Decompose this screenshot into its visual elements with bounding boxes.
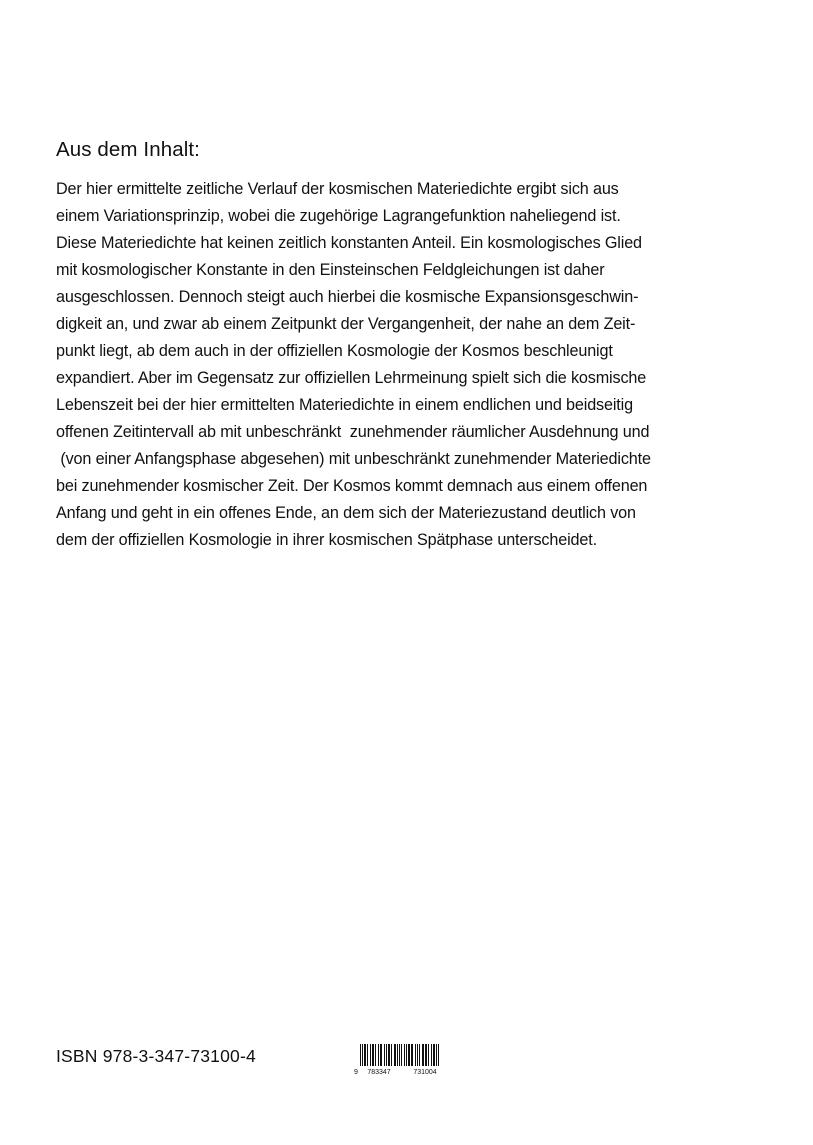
text-line: expandiert. Aber im Gegensatz zur offiziellen Lehrmeinung spielt sich die kosmische	[56, 369, 647, 387]
text-line: Anfang und geht in ein offenes Ende, an dem sich der Materiezustand deutlich von	[56, 504, 636, 522]
barcode-left-digits: 783347	[367, 1069, 391, 1076]
barcode-prefix-digit: 9	[354, 1069, 358, 1076]
barcode-bar	[422, 1044, 424, 1066]
barcode-bar	[386, 1044, 387, 1066]
barcode-bar	[433, 1044, 435, 1066]
barcode-bar	[428, 1044, 429, 1066]
barcode-bar	[436, 1044, 437, 1066]
barcode-bar	[362, 1044, 363, 1066]
text-line: Lebenszeit bei der hier ermittelten Materiedichte in einem endlichen und beidseitig	[56, 396, 633, 414]
barcode-bar	[431, 1044, 432, 1066]
isbn-label: ISBN 978-3-347-73100-4	[56, 1046, 256, 1066]
section-heading: Aus dem Inhalt:	[56, 138, 200, 161]
back-cover-text	[56, 176, 756, 554]
barcode-bar	[411, 1044, 413, 1066]
barcode-bar	[394, 1044, 396, 1066]
text-line: digkeit an, und zwar ab einem Zeitpunkt der Vergangenheit, der nahe an dem Zeit-	[56, 315, 636, 333]
text-line: einem Variationsprinzip, wobei die zugehörige Lagrangefunktion naheliegend ist.	[56, 207, 621, 225]
barcode-bar	[401, 1044, 402, 1066]
text-line: bei zunehmender kosmischer Zeit. Der Kosmos kommt demnach aus einem offenen	[56, 477, 648, 495]
barcode-bar	[378, 1044, 379, 1066]
barcode-bar	[367, 1044, 368, 1066]
barcode-bar	[438, 1044, 439, 1066]
text-line: ausgeschlossen. Dennoch steigt auch hierbei die kosmische Expansionsgeschwin-	[56, 288, 639, 306]
barcode-bar	[372, 1044, 374, 1066]
barcode-right-digits: 731004	[413, 1069, 437, 1076]
barcode-bars	[360, 1044, 439, 1066]
barcode-bar	[399, 1044, 400, 1066]
barcode-bar	[415, 1044, 416, 1066]
text-line: Diese Materiedichte hat keinen zeitlich konstanten Anteil. Ein kosmologisches Glied	[56, 234, 642, 252]
text-line: mit kosmologischer Konstante in den Einsteinschen Feldgleichungen ist daher	[56, 261, 605, 279]
barcode-bar	[397, 1044, 398, 1066]
barcode-bar	[408, 1044, 410, 1066]
text-line: offenen Zeitintervall ab mit unbeschränkt zunehmender räumlicher Ausdehnung und	[56, 423, 650, 441]
barcode-bar	[380, 1044, 382, 1066]
isbn-barcode	[352, 1044, 458, 1076]
barcode-bar	[375, 1044, 376, 1066]
barcode-bar	[384, 1044, 385, 1066]
barcode-bar	[370, 1044, 371, 1066]
barcode-bar	[388, 1044, 390, 1066]
text-line: punkt liegt, ab dem auch in der offiziellen Kosmologie der Kosmos beschleunigt	[56, 342, 613, 360]
barcode-bar	[404, 1044, 405, 1066]
barcode-bar	[425, 1044, 427, 1066]
barcode-bar	[419, 1044, 420, 1066]
text-line: Der hier ermittelte zeitliche Verlauf der kosmischen Materiedichte ergibt sich aus	[56, 180, 619, 198]
barcode-bar	[406, 1044, 407, 1066]
barcode-bar	[417, 1044, 418, 1066]
text-line: (von einer Anfangsphase abgesehen) mit unbeschränkt zunehmender Materiedichte	[56, 450, 651, 468]
barcode-bar	[360, 1044, 361, 1066]
text-line: dem der offiziellen Kosmologie in ihrer kosmischen Spätphase unterscheidet.	[56, 531, 597, 549]
barcode-bar	[391, 1044, 392, 1066]
barcode-bar	[364, 1044, 366, 1066]
